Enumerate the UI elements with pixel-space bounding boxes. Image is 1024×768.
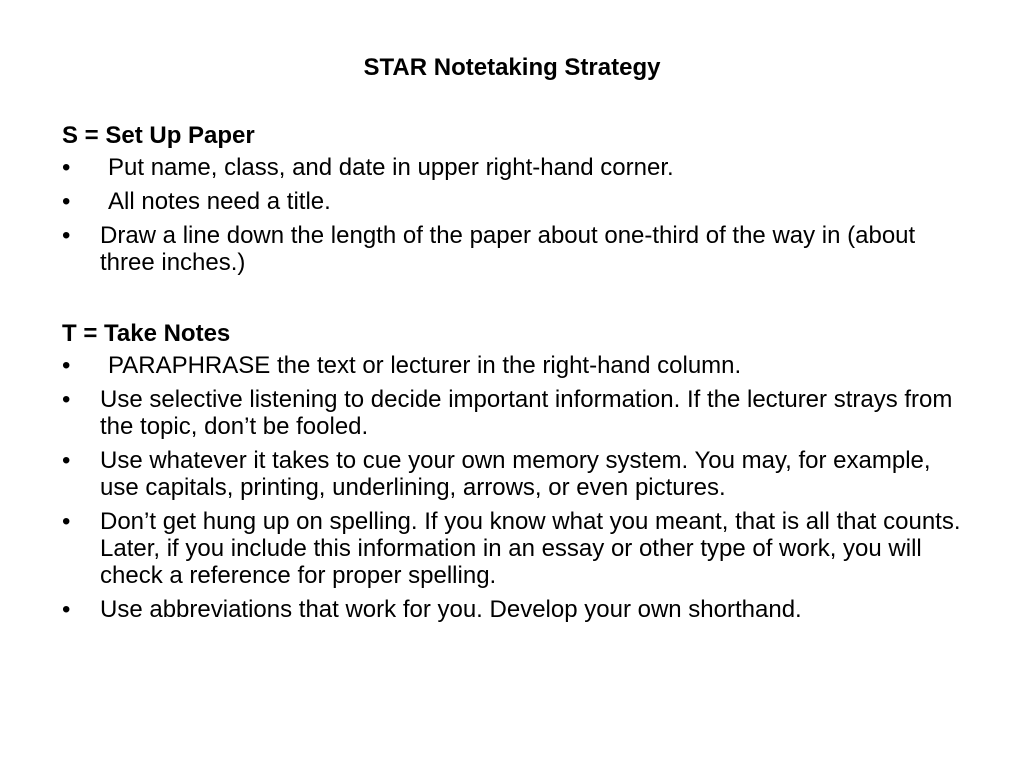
bullet-icon: • bbox=[62, 188, 71, 215]
bullet-icon: • bbox=[62, 352, 71, 379]
section-set-up-paper bbox=[62, 120, 962, 283]
list-item-text: PARAPHRASE the text or lecturer in the right-hand column. bbox=[108, 352, 742, 379]
list-item bbox=[62, 596, 962, 623]
list-item-text: Use selective listening to decide important information. If the lecturer strays from the topic, don’t be fooled. bbox=[100, 386, 953, 440]
bullet-list bbox=[62, 352, 962, 623]
section-heading: T = Take Notes bbox=[62, 320, 231, 347]
bullet-icon: • bbox=[62, 386, 71, 413]
section-take-notes bbox=[62, 318, 962, 630]
bullet-icon: • bbox=[62, 222, 71, 249]
list-item bbox=[62, 508, 962, 589]
list-item-text: Draw a line down the length of the paper about one-third of the way in (about three inches.) bbox=[100, 222, 916, 276]
list-item bbox=[62, 447, 962, 501]
list-item-text: Put name, class, and date in upper right-hand corner. bbox=[108, 154, 674, 181]
bullet-icon: • bbox=[62, 508, 71, 535]
bullet-icon: • bbox=[62, 154, 71, 181]
bullet-icon: • bbox=[62, 447, 71, 474]
list-item bbox=[62, 154, 962, 181]
list-item-text: All notes need a title. bbox=[108, 188, 331, 215]
list-item-text: Don’t get hung up on spelling. If you know what you meant, that is all that counts. Later, if you include this information in an essay or other type of work, you will check a reference for proper spelling. bbox=[100, 508, 961, 589]
list-item-text: Use abbreviations that work for you. Develop your own shorthand. bbox=[100, 596, 802, 623]
list-item bbox=[62, 352, 962, 379]
bullet-icon: • bbox=[62, 596, 71, 623]
bullet-list bbox=[62, 154, 962, 276]
list-item bbox=[62, 222, 962, 276]
slide-title: STAR Notetaking Strategy bbox=[363, 54, 661, 81]
list-item bbox=[62, 386, 962, 440]
list-item-text: Use whatever it takes to cue your own memory system. You may, for example, use capitals, printing, underlining, arrows, or even pictures. bbox=[100, 447, 931, 501]
list-item bbox=[62, 188, 962, 215]
section-heading: S = Set Up Paper bbox=[62, 122, 255, 149]
